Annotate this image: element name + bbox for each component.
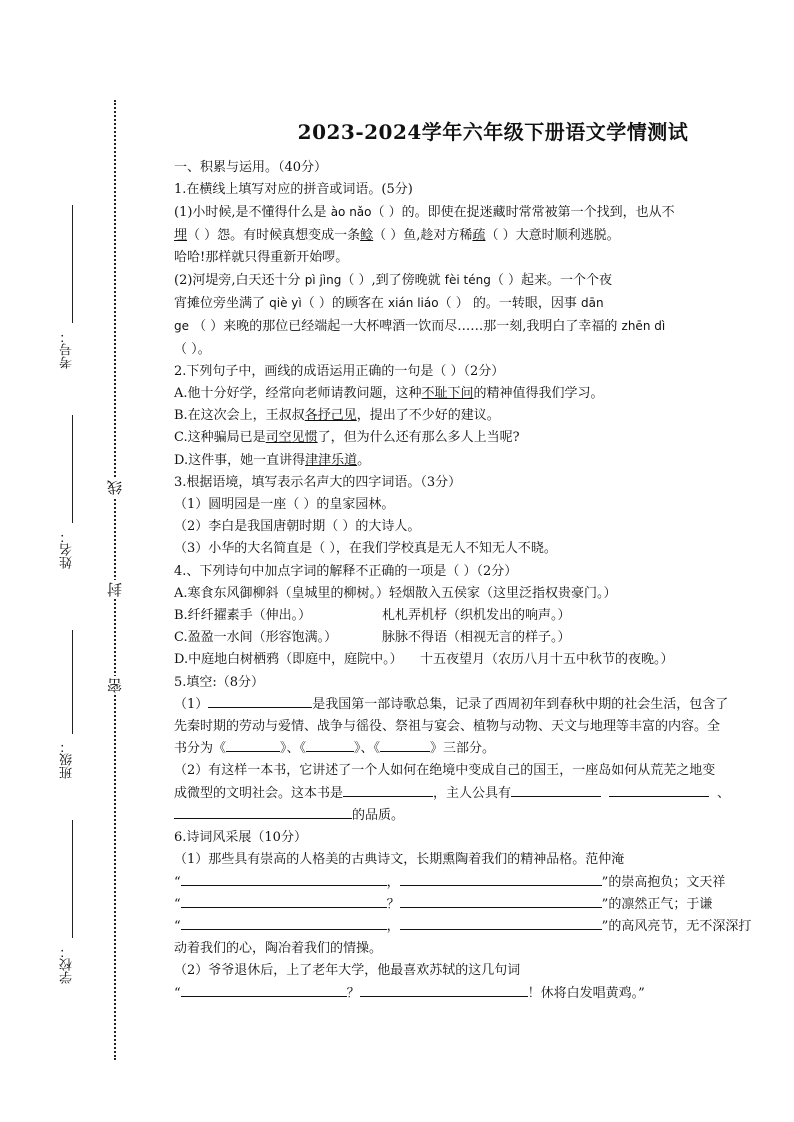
pinyin: qiè yì xyxy=(269,296,302,311)
q5-line: 的品质。 xyxy=(174,805,772,827)
q2-option-a: A.他十分好学，经常向老师请教问题，这种不耻下问的精神值得我们学习。 xyxy=(174,386,604,402)
q1-line: (2)河堤旁,白天还十分 pì jìng（ ）,到了傍晚就 fèi téng（ ）起来。一个个夜 xyxy=(174,273,612,289)
exam-number-label: 考号： xyxy=(60,330,75,369)
pinyin: zhēn dì xyxy=(621,319,666,334)
q3-item: （1）圆明园是一座（ ）的皇家园林。 xyxy=(174,497,395,513)
q6-line: 动着我们的心，陶冶着我们的情操。 xyxy=(174,941,383,957)
pinyin: fèi téng xyxy=(444,273,491,288)
q6-line: （1）那些具有崇高的人格美的古典诗文，长期熏陶着我们的精神品格。范仲淹 xyxy=(174,852,625,868)
school-field[interactable] xyxy=(72,820,73,938)
underlined-idiom: 各抒己见 xyxy=(304,408,357,424)
q2-stem: 2.下列句子中，画线的成语运用正确的一句是（ ）（2分） xyxy=(174,363,505,379)
q1-stem: 1.在横线上填写对应的拼音或词语。(5分) xyxy=(174,182,413,198)
q4-option-a: A.寒食东风御柳斜（皇城里的柳树。）轻烟散入五侯家（这里泛指权贵豪门。） xyxy=(174,585,617,601)
q5-line: 成微型的文明社会。这本书是 ，主人公具有 、 xyxy=(174,783,772,805)
q5-line: 先秦时期的劳动与爱情、战争与徭役、祭祖与宴会、植物与动物、天文与地理等丰富的内容。全 xyxy=(174,719,721,735)
q6-line: “ ， ”的崇高抱负；文天祥 xyxy=(174,872,772,894)
seal-char-xian: 线 xyxy=(106,480,124,495)
name-label: 姓名： xyxy=(60,530,75,569)
underlined-idiom: 津津乐道 xyxy=(305,452,358,468)
q5-line: 书分为《 》、《 》、《 》三部分。 xyxy=(174,738,772,760)
answer-blank[interactable] xyxy=(174,805,352,819)
exam-content xyxy=(174,116,772,1005)
pinyin: ge xyxy=(174,319,189,334)
underlined-idiom: 不耻下问 xyxy=(421,386,474,402)
q6-line: “ ？ ”的凛然正气；于谦 xyxy=(174,894,772,916)
answer-blank[interactable] xyxy=(226,738,280,752)
q3-stem: 3.根据语境，填写表示名声大的四字词语。（3分） xyxy=(174,474,462,490)
answer-blank[interactable] xyxy=(400,916,602,930)
answer-blank[interactable] xyxy=(181,916,387,930)
class-field[interactable] xyxy=(72,630,73,734)
seal-char-feng: 封 xyxy=(106,582,124,597)
q4-option-d: D.中庭地白树栖鸦（即庭中，庭院中。） 十五夜望月（农历八月十五中秋节的夜晚。） xyxy=(174,652,674,668)
q6-stem: 6.诗词风采展（10分） xyxy=(174,830,307,846)
q5-line: （2）有这样一本书，它讲述了一个人如何在绝境中变成自己的国王，一座岛如何从荒芜之地变 xyxy=(174,763,716,779)
answer-blank[interactable] xyxy=(400,894,602,908)
answer-blank[interactable] xyxy=(343,783,433,797)
q5-line: （1） 是我国第一部诗歌总集，记录了西周初年到春秋中期的社会生活，包含了 xyxy=(174,694,772,716)
answer-blank[interactable] xyxy=(181,872,387,886)
q2-option-b: B.在这次会上，王叔叔各抒己见，提出了不少好的建议。 xyxy=(174,408,500,424)
class-label: 班级： xyxy=(60,740,75,779)
q6-line: （2）爷爷退休后，上了老年大学，他最喜欢苏轼的这几句词 xyxy=(174,963,521,979)
q4-stem: 4.、下列诗句中加点字词的解释不正确的一项是（ ）（2分） xyxy=(174,563,518,579)
marked-char: 鲶 xyxy=(360,227,374,243)
pinyin: ào nǎo xyxy=(330,205,372,220)
pinyin: xián liáo xyxy=(388,296,439,311)
answer-blank[interactable] xyxy=(208,694,312,708)
q1-line: （ ）。 xyxy=(174,341,211,357)
answer-blank[interactable] xyxy=(511,783,601,797)
seal-char-mi: 密 xyxy=(106,678,124,693)
q3-item: （2）李白是我国唐朝时期（ ）的大诗人。 xyxy=(174,519,421,535)
underlined-idiom: 司空见惯 xyxy=(265,430,318,446)
marked-char: 埋 xyxy=(174,227,188,243)
pinyin: pì jìng xyxy=(304,273,342,288)
exam-title: 2023-2024学年六年级下册语文学情测试 xyxy=(297,120,689,144)
answer-blank[interactable] xyxy=(181,983,347,997)
q6-line: “ ， ”的高风亮节，无不深深打 xyxy=(174,916,772,938)
q1-line: 哈哈!那样就只得重新开始啰。 xyxy=(174,249,349,265)
name-field[interactable] xyxy=(72,415,73,523)
q4-option-b: B.纤纤擢素手（伸出。） 札札弄机杼（织机发出的响声。） xyxy=(174,608,571,624)
pinyin: dān xyxy=(580,296,604,311)
answer-blank[interactable] xyxy=(181,894,387,908)
q2-option-d: D.这件事，她一直讲得津津乐道。 xyxy=(174,452,371,468)
answer-blank[interactable] xyxy=(306,738,354,752)
exam-number-field[interactable] xyxy=(72,205,73,323)
marked-char: 疏 xyxy=(472,227,486,243)
school-label: 学校： xyxy=(60,945,75,984)
q6-line: “ ？ ！休将白发唱黄鸡。” xyxy=(174,983,772,1005)
q3-item: （3）小华的大名简直是（ ），在我们学校真是无人不知无人不晓。 xyxy=(174,541,557,557)
q5-stem: 5.填空:（8分） xyxy=(174,674,265,690)
q4-option-c: C.盈盈一水间（形容饱满。） 脉脉不得语（相视无言的样子。） xyxy=(174,630,571,646)
answer-blank[interactable] xyxy=(609,783,709,797)
section-heading: 一、积累与运用。（40分） xyxy=(174,160,328,175)
q1-line: (1)小时候,是不懂得什么是 ào nǎo（ ）的。即使在捉迷藏时常常被第一个找到，也从不 xyxy=(174,205,675,221)
q1-line: 埋（ ）怨。有时候真想变成一条鲶（ ）鱼,趁对方稀疏（ ）大意时顺利逃脱。 xyxy=(174,227,620,243)
q1-line: 宵摊位旁坐满了 qiè yì（ ）的顾客在 xián liáo（ ） 的。一转眼，因事 dān xyxy=(174,296,604,312)
answer-blank[interactable] xyxy=(360,983,528,997)
answer-blank[interactable] xyxy=(400,872,602,886)
answer-blank[interactable] xyxy=(380,738,430,752)
q1-line: ge （ ）来晚的那位已经端起一大杯啤酒一饮而尽……那一刻,我明白了幸福的 zhēn dì xyxy=(174,319,666,335)
q2-option-c: C.这种骗局已是司空见惯了，但为什么还有那么多人上当呢? xyxy=(174,430,520,446)
